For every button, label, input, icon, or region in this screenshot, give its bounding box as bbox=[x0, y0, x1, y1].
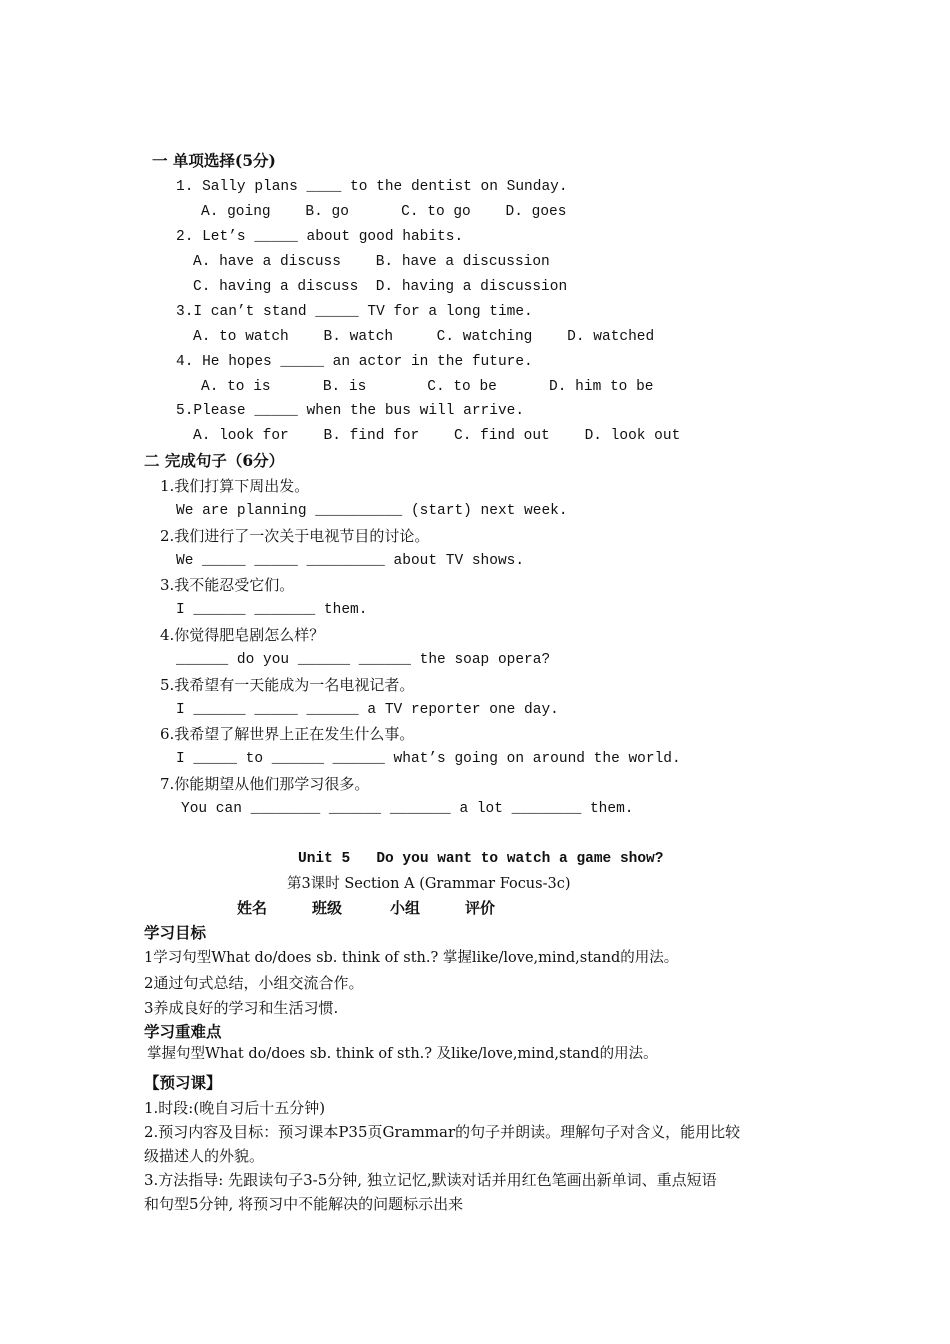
sentence-1-english: We are planning __________ (start) next week. bbox=[176, 503, 568, 519]
part1-heading: 一 单项选择(5分) bbox=[152, 151, 276, 170]
key-points-heading: 学习重难点 bbox=[144, 1022, 222, 1041]
preview-item-2: 2.预习内容及目标：预习课本P35页Grammar的句子并朗读。理解句子对含义，能用比较 bbox=[144, 1123, 741, 1141]
sentence-5-english: I ______ _____ ______ a TV reporter one day. bbox=[176, 702, 559, 718]
preview-heading: 【预习课】 bbox=[144, 1073, 222, 1092]
preview-item-2-cont: 级描述人的外貌。 bbox=[144, 1147, 265, 1165]
question-5: 5.Please _____ when the bus will arrive. bbox=[176, 403, 525, 419]
question-3-options: A. to watch B. watch C. watching D. watched bbox=[193, 329, 655, 345]
preview-item-3: 3.方法指导: 先跟读句子3-5分钟, 独立记忆,默读对话并用红色笔画出新单词、重点短语 bbox=[144, 1171, 717, 1189]
sentence-3-english: I ______ _______ them. bbox=[176, 602, 368, 618]
preview-item-3-cont: 和句型5分钟, 将预习中不能解决的问题标示出来 bbox=[144, 1195, 464, 1213]
sentence-6-chinese: 6.我希望了解世界上正在发生什么事。 bbox=[160, 725, 415, 743]
goal-1: 1学习句型What do/does sb. think of sth.? 掌握like/love,mind,stand的用法。 bbox=[144, 950, 679, 966]
sentence-6-english: I _____ to ______ ______ what’s going on around the world. bbox=[176, 751, 681, 767]
sentence-2-chinese: 2.我们进行了一次关于电视节目的讨论。 bbox=[160, 527, 430, 545]
sentence-7-english: You can ________ ______ _______ a lot ________ them. bbox=[181, 801, 634, 817]
field-evaluation: 评价 bbox=[465, 899, 496, 917]
goals-heading: 学习目标 bbox=[144, 923, 207, 942]
field-group: 小组 bbox=[390, 899, 421, 917]
question-4: 4. He hopes _____ an actor in the future. bbox=[176, 354, 533, 370]
question-2-options-ab: A. have a discuss B. have a discussion bbox=[193, 254, 550, 270]
part2-heading: 二 完成句子（6分） bbox=[144, 451, 285, 470]
lesson-subtitle: 第3课时 Section A (Grammar Focus-3c) bbox=[287, 876, 571, 892]
question-3: 3.I can’t stand _____ TV for a long time. bbox=[176, 304, 533, 320]
question-4-options: A. to is B. is C. to be D. him to be bbox=[201, 379, 654, 395]
sentence-3-chinese: 3.我不能忍受它们。 bbox=[160, 576, 295, 594]
goal-3: 3养成良好的学习和生活习惯. bbox=[144, 999, 339, 1017]
field-name: 姓名 bbox=[237, 899, 268, 917]
preview-item-1: 1.时段:(晚自习后十五分钟) bbox=[144, 1099, 326, 1117]
sentence-4-english: ______ do you ______ ______ the soap opera? bbox=[176, 652, 551, 668]
sentence-1-chinese: 1.我们打算下周出发。 bbox=[160, 477, 310, 495]
key-point-1: 掌握句型What do/does sb. think of sth.? 及like/love,mind,stand的用法。 bbox=[147, 1046, 658, 1062]
question-2: 2. Let’s _____ about good habits. bbox=[176, 229, 464, 245]
question-1-options: A. going B. go C. to go D. goes bbox=[201, 204, 567, 220]
sentence-5-chinese: 5.我希望有一天能成为一名电视记者。 bbox=[160, 676, 415, 694]
sentence-7-chinese: 7.你能期望从他们那学习很多。 bbox=[160, 775, 370, 793]
field-class: 班级 bbox=[312, 899, 343, 917]
sentence-2-english: We _____ _____ _________ about TV shows. bbox=[176, 553, 525, 569]
question-2-options-cd: C. having a discuss D. having a discussion bbox=[193, 279, 568, 295]
unit-title: Unit 5 Do you want to watch a game show? bbox=[298, 851, 664, 867]
question-5-options: A. look for B. find for C. find out D. look out bbox=[193, 428, 681, 444]
sentence-4-chinese: 4.你觉得肥皂剧怎么样？ bbox=[160, 626, 325, 644]
goal-2: 2通过句式总结，小组交流合作。 bbox=[144, 974, 364, 992]
question-1: 1. Sally plans ____ to the dentist on Sunday. bbox=[176, 179, 568, 195]
